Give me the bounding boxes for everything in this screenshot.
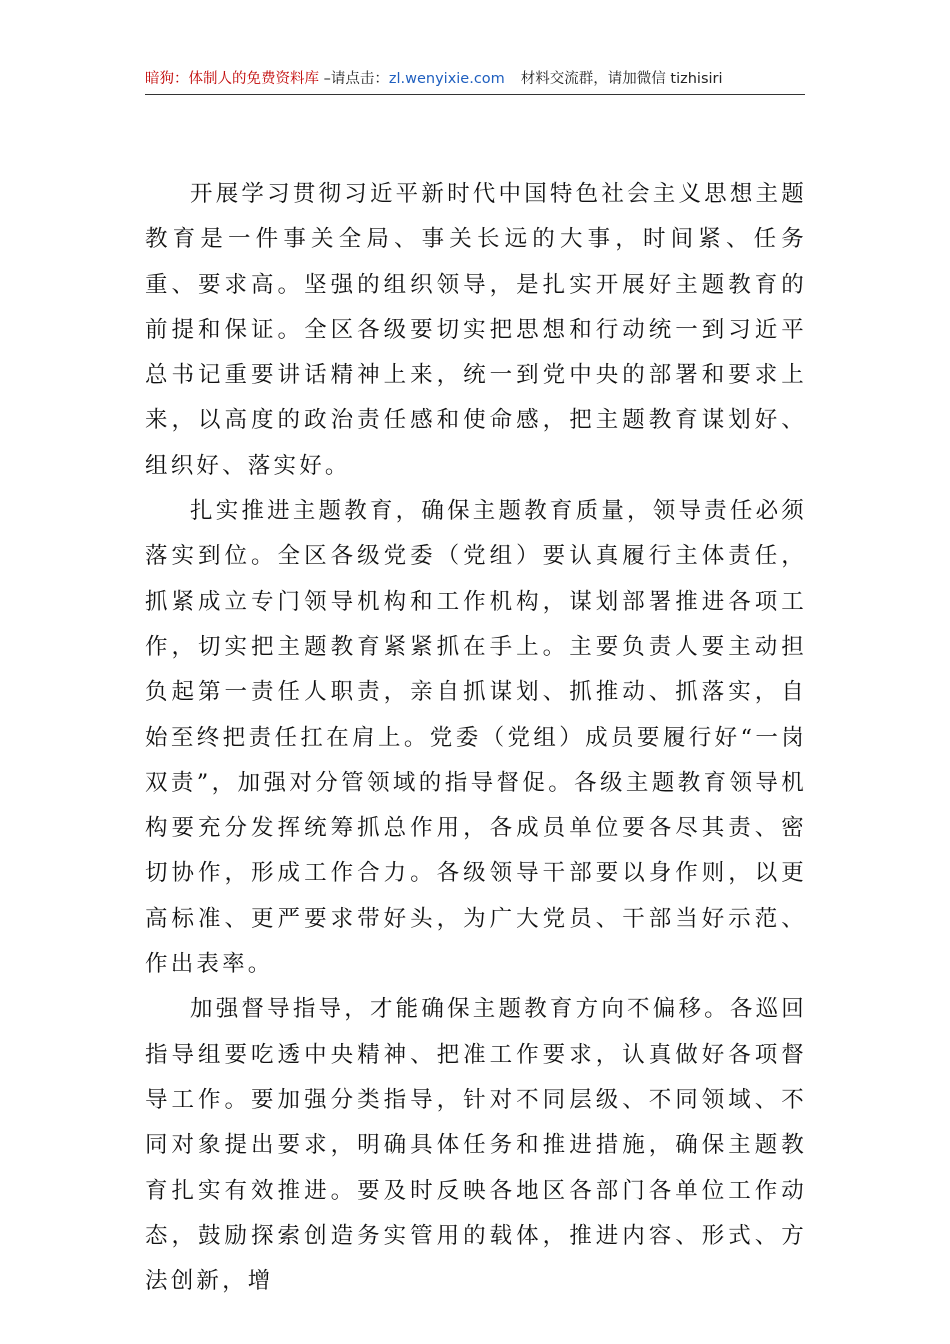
paragraph-1: 开展学习贯彻习近平新时代中国特色社会主义思想主题教育是一件事关全局、事关长远的大事，时间紧、任务重、要求高。坚强的组织领导，是扎实开展好主题教育的前提和保证。全区各级要切实把思想和行动统一到习近平总书记重要讲话精神上来，统一到党中央的部署和要求上来，以高度的政治责任感和使命感，把主题教育谋划好、组织好、落实好。 [145, 181, 807, 479]
header-wechat-note: 材料交流群，请加微信 tizhisiri [520, 71, 723, 87]
document-body [145, 172, 807, 1304]
paragraph-3: 加强督导指导，才能确保主题教育方向不偏移。各巡回指导组要吃透中央精神、把准工作要求，认真做好各项督导工作。要加强分类指导，针对不同层级、不同领域、不同对象提出要求，明确具体任务和推进措施，确保主题教育扎实有效推进。要及时反映各地区各部门各单位工作动态，鼓励探索创造务实管用的载体，推进内容、形式、方法创新，增 [145, 996, 807, 1295]
paragraph-2: 扎实推进主题教育，确保主题教育质量，领导责任必须落实到位。全区各级党委（党组）要认真履行主体责任，抓紧成立专门领导机构和工作机构，谋划部署推进各项工作，切实把主题教育紧紧抓在手上。主要负责人要主动担负起第一责任人职责，亲自抓谋划、抓推动、抓落实，自始至终把责任扛在肩上。党委（党组）成员要履行好“一岗双责”，加强对分管领域的指导督促。各级主题教育领导机构要充分发挥统筹抓总作用，各成员单位要各尽其责、密切协作，形成工作合力。各级领导干部要以身作则，以更高标准、更严要求带好头，为广大党员、干部当好示范、作出表率。 [145, 498, 807, 978]
header-click-label: –请点击： [319, 71, 389, 87]
header-site-label: 暗狗：体制人的免费资料库 [145, 71, 319, 87]
header-url-link[interactable]: zl.wenyixie.com [388, 71, 505, 87]
page-header [145, 68, 805, 95]
